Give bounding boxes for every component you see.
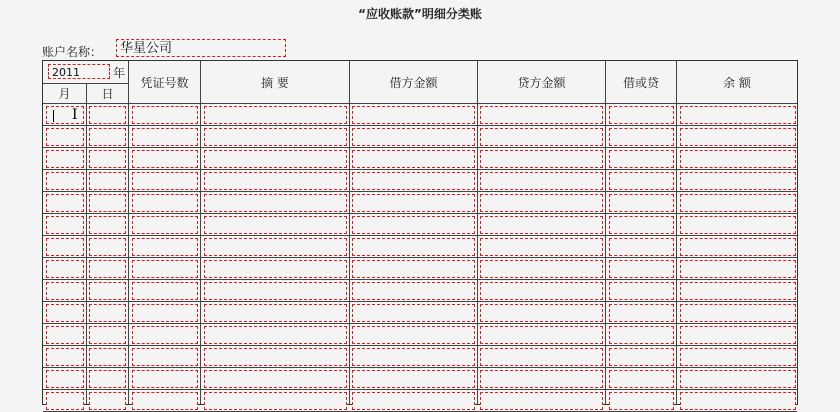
voucher-cell[interactable]: [132, 194, 198, 212]
day-cell[interactable]: [89, 304, 126, 322]
debit-cell[interactable]: [352, 172, 475, 190]
dr-cr-cell[interactable]: [609, 128, 674, 146]
month-cell[interactable]: [46, 172, 84, 190]
dr-cr-cell[interactable]: [609, 216, 674, 234]
summary-cell[interactable]: [204, 304, 347, 322]
summary-header: 摘 要: [261, 75, 289, 90]
month-cell[interactable]: [46, 106, 84, 124]
voucher-cell[interactable]: [132, 304, 198, 322]
credit-cell[interactable]: [480, 282, 603, 300]
credit-cell[interactable]: [480, 304, 603, 322]
summary-cell[interactable]: [204, 392, 347, 410]
row-divider: [43, 257, 797, 258]
voucher-cell[interactable]: [132, 238, 198, 256]
row-divider: [43, 235, 797, 236]
month-header: 月: [58, 87, 71, 101]
text-cursor: [53, 110, 54, 122]
voucher-cell[interactable]: [132, 128, 198, 146]
debit-cell[interactable]: [352, 326, 475, 344]
month-cell[interactable]: [46, 304, 84, 322]
dr-cr-cell[interactable]: [609, 150, 674, 168]
debit-cell[interactable]: [352, 238, 475, 256]
credit-header: 贷方金额: [517, 75, 566, 90]
ibeam-pointer-icon: I: [72, 107, 78, 123]
summary-cell[interactable]: [204, 106, 347, 124]
day-cell[interactable]: [89, 194, 126, 212]
credit-cell[interactable]: [480, 106, 603, 124]
voucher-cell[interactable]: [132, 392, 198, 410]
row-divider: [43, 389, 797, 390]
day-cell[interactable]: [89, 260, 126, 278]
month-cell[interactable]: [46, 150, 84, 168]
credit-cell[interactable]: [480, 260, 603, 278]
day-cell[interactable]: [89, 106, 126, 124]
balance-cell[interactable]: [680, 216, 796, 234]
column-divider: [676, 61, 677, 404]
debit-cell[interactable]: [352, 370, 475, 388]
debit-cell[interactable]: [352, 216, 475, 234]
row-divider: [43, 147, 797, 148]
column-divider: [200, 61, 201, 404]
voucher-cell[interactable]: [132, 150, 198, 168]
summary-cell[interactable]: [204, 216, 347, 234]
balance-cell[interactable]: [680, 392, 796, 410]
month-cell[interactable]: [46, 194, 84, 212]
day-header: 日: [101, 87, 114, 101]
summary-cell[interactable]: [204, 370, 347, 388]
debit-cell[interactable]: [352, 150, 475, 168]
balance-cell[interactable]: [680, 128, 796, 146]
summary-cell[interactable]: [204, 172, 347, 190]
dr-cr-cell[interactable]: [609, 282, 674, 300]
credit-cell[interactable]: [480, 392, 603, 410]
balance-cell[interactable]: [680, 348, 796, 366]
debit-cell[interactable]: [352, 392, 475, 410]
balance-cell[interactable]: [680, 106, 796, 124]
dr-cr-header: 借或贷: [622, 75, 659, 90]
day-cell[interactable]: [89, 172, 126, 190]
summary-cell[interactable]: [204, 150, 347, 168]
credit-cell[interactable]: [480, 370, 603, 388]
credit-cell[interactable]: [480, 172, 603, 190]
row-divider: [43, 345, 797, 346]
credit-cell[interactable]: [480, 194, 603, 212]
summary-cell[interactable]: [204, 260, 347, 278]
month-cell[interactable]: [46, 128, 84, 146]
summary-cell[interactable]: [204, 128, 347, 146]
day-cell[interactable]: [89, 326, 126, 344]
balance-cell[interactable]: [680, 238, 796, 256]
column-divider: [128, 61, 129, 404]
debit-cell[interactable]: [352, 106, 475, 124]
account-name-label: 账户名称：: [42, 45, 103, 59]
dr-cr-cell[interactable]: [609, 348, 674, 366]
month-cell[interactable]: [46, 260, 84, 278]
column-divider: [605, 61, 606, 404]
column-divider: [477, 61, 478, 404]
balance-cell[interactable]: [680, 172, 796, 190]
dr-cr-cell[interactable]: [609, 370, 674, 388]
day-cell[interactable]: [89, 348, 126, 366]
debit-cell[interactable]: [352, 260, 475, 278]
balance-cell[interactable]: [680, 150, 796, 168]
dr-cr-cell[interactable]: [609, 392, 674, 410]
balance-cell[interactable]: [680, 370, 796, 388]
summary-cell[interactable]: [204, 238, 347, 256]
month-cell[interactable]: [46, 392, 84, 410]
debit-cell[interactable]: [352, 348, 475, 366]
dr-cr-cell[interactable]: [609, 326, 674, 344]
day-cell[interactable]: [89, 150, 126, 168]
credit-cell[interactable]: [480, 150, 603, 168]
column-divider: [349, 61, 350, 404]
voucher-cell[interactable]: [132, 326, 198, 344]
balance-cell[interactable]: [680, 194, 796, 212]
dr-cr-cell[interactable]: [609, 304, 674, 322]
dr-cr-cell[interactable]: [609, 106, 674, 124]
day-cell[interactable]: [89, 392, 126, 410]
voucher-cell[interactable]: [132, 172, 198, 190]
dr-cr-cell[interactable]: [609, 238, 674, 256]
balance-header: 余 额: [723, 75, 751, 90]
summary-cell[interactable]: [204, 194, 347, 212]
row-divider: [43, 191, 797, 192]
day-cell[interactable]: [89, 216, 126, 234]
balance-cell[interactable]: [680, 260, 796, 278]
row-divider: [43, 213, 797, 214]
credit-cell[interactable]: [480, 326, 603, 344]
account-name-field[interactable]: 华星公司: [116, 39, 286, 57]
month-cell[interactable]: [46, 238, 84, 256]
credit-cell[interactable]: [480, 216, 603, 234]
dr-cr-cell[interactable]: [609, 194, 674, 212]
voucher-cell[interactable]: [132, 370, 198, 388]
credit-cell[interactable]: [480, 128, 603, 146]
row-divider: [43, 323, 797, 324]
balance-cell[interactable]: [680, 282, 796, 300]
voucher-cell[interactable]: [132, 106, 198, 124]
debit-cell[interactable]: [352, 194, 475, 212]
row-divider: [43, 301, 797, 302]
credit-cell[interactable]: [480, 348, 603, 366]
balance-cell[interactable]: [680, 326, 796, 344]
row-divider: [43, 169, 797, 170]
dr-cr-cell[interactable]: [609, 172, 674, 190]
voucher-header: 凭证号数: [140, 75, 189, 90]
voucher-cell[interactable]: [132, 282, 198, 300]
summary-cell[interactable]: [204, 348, 347, 366]
balance-cell[interactable]: [680, 304, 796, 322]
summary-cell[interactable]: [204, 282, 347, 300]
day-cell[interactable]: [89, 238, 126, 256]
debit-cell[interactable]: [352, 282, 475, 300]
voucher-cell[interactable]: [132, 260, 198, 278]
voucher-cell[interactable]: [132, 216, 198, 234]
debit-header: 借方金额: [389, 75, 438, 90]
day-cell[interactable]: [89, 128, 126, 146]
row-divider: [43, 125, 797, 126]
month-cell[interactable]: [46, 216, 84, 234]
ledger-table: [42, 60, 798, 405]
year-label: 年: [112, 65, 125, 80]
voucher-cell[interactable]: [132, 348, 198, 366]
row-divider: [43, 279, 797, 280]
summary-cell[interactable]: [204, 326, 347, 344]
month-cell[interactable]: [46, 326, 84, 344]
row-divider: [43, 367, 797, 368]
month-day-divider: [86, 84, 87, 404]
month-cell[interactable]: [46, 348, 84, 366]
debit-cell[interactable]: [352, 304, 475, 322]
ledger-title: “应收账款”明细分类账: [358, 7, 482, 21]
dr-cr-cell[interactable]: [609, 260, 674, 278]
month-cell[interactable]: [46, 370, 84, 388]
credit-cell[interactable]: [480, 238, 603, 256]
year-field[interactable]: 2011: [48, 64, 110, 79]
header-bottom-line: [43, 103, 797, 104]
month-cell[interactable]: [46, 282, 84, 300]
day-cell[interactable]: [89, 370, 126, 388]
day-cell[interactable]: [89, 282, 126, 300]
debit-cell[interactable]: [352, 128, 475, 146]
